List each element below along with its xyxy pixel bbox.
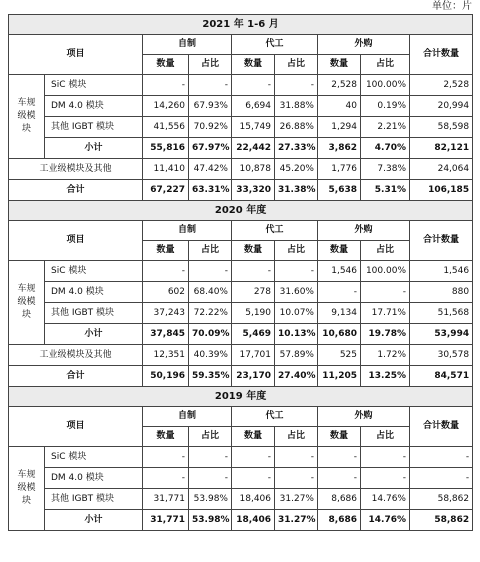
share-header: 占比 (189, 55, 232, 75)
cell-self-pct: - (189, 447, 232, 468)
cell-self-pct: - (189, 75, 232, 96)
cell-total: 106,185 (410, 180, 473, 201)
purchase-header: 外购 (318, 407, 410, 427)
total-qty-header: 合计数量 (410, 221, 473, 261)
share-header: 占比 (189, 241, 232, 261)
cell-total: 51,568 (410, 303, 473, 324)
cell-self-qty: 37,845 (143, 324, 189, 345)
cell-oem-qty: 18,406 (232, 489, 275, 510)
cell-pur-qty: 1,776 (318, 159, 361, 180)
purchase-header: 外购 (318, 35, 410, 55)
item-header: 项目 (9, 35, 143, 75)
cell-self-qty: 12,351 (143, 345, 189, 366)
total-qty-header: 合计数量 (410, 35, 473, 75)
cell-pur-pct: 14.76% (361, 510, 410, 531)
cell-oem-pct: 27.33% (275, 138, 318, 159)
cell-total: 30,578 (410, 345, 473, 366)
cell-oem-qty: 5,190 (232, 303, 275, 324)
section-title: 2019 年度 (9, 387, 473, 407)
cell-self-pct: 59.35% (189, 366, 232, 387)
cell-self-pct: 47.42% (189, 159, 232, 180)
section-title-row (9, 15, 473, 35)
cell-self-pct: 67.97% (189, 138, 232, 159)
data-row (9, 282, 473, 303)
cell-total: 880 (410, 282, 473, 303)
group-label-line: 级模 (17, 111, 36, 121)
unit-label: 单位：片 (432, 1, 472, 12)
cell-oem-pct: 31.60% (275, 282, 318, 303)
production-source-table (8, 14, 473, 531)
self-made-header: 自制 (143, 221, 232, 241)
cell-pur-qty: 2,528 (318, 75, 361, 96)
cell-oem-qty: 17,701 (232, 345, 275, 366)
cell-pur-pct: 100.00% (361, 75, 410, 96)
cell-self-qty: - (143, 447, 189, 468)
cell-self-pct: - (189, 468, 232, 489)
section-title-row (9, 201, 473, 221)
row-label: SiC 模块 (45, 261, 143, 282)
cell-pur-pct: 14.76% (361, 489, 410, 510)
row-label: 合计 (9, 180, 143, 201)
cell-pur-pct: - (361, 468, 410, 489)
cell-self-qty: 31,771 (143, 510, 189, 531)
cell-oem-pct: 27.40% (275, 366, 318, 387)
cell-oem-pct: - (275, 468, 318, 489)
cell-total: 58,862 (410, 510, 473, 531)
cell-pur-qty: 1,294 (318, 117, 361, 138)
group-label-line: 级模 (17, 483, 36, 493)
header-row (9, 35, 473, 55)
qty-header: 数量 (318, 427, 361, 447)
cell-self-pct: 63.31% (189, 180, 232, 201)
cell-oem-qty: 10,878 (232, 159, 275, 180)
total-qty-header: 合计数量 (410, 407, 473, 447)
cell-total: 53,994 (410, 324, 473, 345)
cell-pur-pct: 4.70% (361, 138, 410, 159)
cell-oem-pct: 57.89% (275, 345, 318, 366)
subtotal-row (9, 138, 473, 159)
item-header: 项目 (9, 221, 143, 261)
cell-oem-pct: 31.27% (275, 510, 318, 531)
row-label: 小计 (45, 510, 143, 531)
cell-oem-qty: 5,469 (232, 324, 275, 345)
section-title: 2021 年 1-6 月 (9, 15, 473, 35)
cell-pur-qty: - (318, 282, 361, 303)
cell-oem-pct: 31.27% (275, 489, 318, 510)
industrial-row (9, 345, 473, 366)
cell-oem-qty: 15,749 (232, 117, 275, 138)
cell-pur-qty: 11,205 (318, 366, 361, 387)
cell-self-qty: 67,227 (143, 180, 189, 201)
cell-pur-qty: 1,546 (318, 261, 361, 282)
cell-oem-qty: - (232, 261, 275, 282)
group-label-line: 车规 (17, 284, 36, 294)
qty-header: 数量 (232, 241, 275, 261)
qty-header: 数量 (232, 427, 275, 447)
qty-header: 数量 (143, 55, 189, 75)
row-label: 工业级模块及其他 (9, 159, 143, 180)
cell-oem-qty: - (232, 447, 275, 468)
cell-self-pct: 70.92% (189, 117, 232, 138)
cell-total: 20,994 (410, 96, 473, 117)
cell-pur-qty: 9,134 (318, 303, 361, 324)
cell-oem-pct: - (275, 447, 318, 468)
cell-oem-qty: 278 (232, 282, 275, 303)
grand-total-row (9, 180, 473, 201)
cell-pur-qty: 8,686 (318, 489, 361, 510)
qty-header: 数量 (232, 55, 275, 75)
cell-self-qty: - (143, 468, 189, 489)
share-header: 占比 (361, 55, 410, 75)
cell-total: 84,571 (410, 366, 473, 387)
data-row (9, 489, 473, 510)
cell-oem-qty: 33,320 (232, 180, 275, 201)
self-made-header: 自制 (143, 407, 232, 427)
row-label: DM 4.0 模块 (45, 468, 143, 489)
qty-header: 数量 (143, 241, 189, 261)
cell-pur-pct: 19.78% (361, 324, 410, 345)
cell-self-qty: 602 (143, 282, 189, 303)
share-header: 占比 (361, 241, 410, 261)
cell-self-qty: 55,816 (143, 138, 189, 159)
row-label: DM 4.0 模块 (45, 282, 143, 303)
cell-pur-qty: 5,638 (318, 180, 361, 201)
data-row (9, 468, 473, 489)
cell-total: 58,598 (410, 117, 473, 138)
cell-self-pct: 40.39% (189, 345, 232, 366)
group-label-line: 车规 (17, 470, 36, 480)
cell-pur-pct: 1.72% (361, 345, 410, 366)
cell-self-pct: 67.93% (189, 96, 232, 117)
qty-header: 数量 (143, 427, 189, 447)
cell-pur-pct: 13.25% (361, 366, 410, 387)
cell-pur-qty: 525 (318, 345, 361, 366)
share-header: 占比 (189, 427, 232, 447)
cell-oem-pct: 31.38% (275, 180, 318, 201)
row-label: DM 4.0 模块 (45, 96, 143, 117)
row-label: 工业级模块及其他 (9, 345, 143, 366)
cell-self-qty: 11,410 (143, 159, 189, 180)
data-row (9, 303, 473, 324)
cell-pur-pct: - (361, 447, 410, 468)
subtotal-row (9, 324, 473, 345)
data-row (9, 261, 473, 282)
cell-self-qty: 14,260 (143, 96, 189, 117)
cell-oem-qty: 23,170 (232, 366, 275, 387)
row-label: 其他 IGBT 模块 (45, 117, 143, 138)
cell-oem-qty: 18,406 (232, 510, 275, 531)
cell-self-qty: - (143, 261, 189, 282)
row-label: 小计 (45, 138, 143, 159)
share-header: 占比 (361, 427, 410, 447)
cell-pur-pct: 0.19% (361, 96, 410, 117)
header-row (9, 407, 473, 427)
header-row (9, 221, 473, 241)
cell-self-pct: 72.22% (189, 303, 232, 324)
cell-pur-qty: - (318, 447, 361, 468)
share-header: 占比 (275, 55, 318, 75)
cell-pur-pct: 2.21% (361, 117, 410, 138)
cell-pur-qty: 10,680 (318, 324, 361, 345)
cell-oem-pct: 10.07% (275, 303, 318, 324)
self-made-header: 自制 (143, 35, 232, 55)
cell-oem-pct: - (275, 261, 318, 282)
cell-pur-qty: - (318, 468, 361, 489)
section-title-row (9, 387, 473, 407)
subtotal-row (9, 510, 473, 531)
table-body (9, 15, 473, 531)
qty-header: 数量 (318, 55, 361, 75)
oem-header: 代工 (232, 407, 318, 427)
cell-self-pct: 53.98% (189, 489, 232, 510)
cell-self-pct: 53.98% (189, 510, 232, 531)
cell-oem-pct: - (275, 75, 318, 96)
cell-total: 2,528 (410, 75, 473, 96)
cell-pur-pct: 100.00% (361, 261, 410, 282)
group-label-line: 块 (21, 310, 31, 320)
cell-pur-qty: 40 (318, 96, 361, 117)
share-header: 占比 (275, 427, 318, 447)
cell-self-qty: 41,556 (143, 117, 189, 138)
row-label: SiC 模块 (45, 75, 143, 96)
purchase-header: 外购 (318, 221, 410, 241)
oem-header: 代工 (232, 221, 318, 241)
cell-oem-pct: 26.88% (275, 117, 318, 138)
qty-header: 数量 (318, 241, 361, 261)
data-row (9, 117, 473, 138)
cell-self-qty: 31,771 (143, 489, 189, 510)
data-row (9, 75, 473, 96)
cell-self-qty: 37,243 (143, 303, 189, 324)
cell-self-pct: - (189, 261, 232, 282)
oem-header: 代工 (232, 35, 318, 55)
row-label: SiC 模块 (45, 447, 143, 468)
cell-total: 1,546 (410, 261, 473, 282)
cell-pur-pct: 17.71% (361, 303, 410, 324)
group-label-line: 车规 (17, 98, 36, 108)
row-label: 合计 (9, 366, 143, 387)
cell-oem-pct: 10.13% (275, 324, 318, 345)
cell-oem-pct: 31.88% (275, 96, 318, 117)
group-label-line: 块 (21, 496, 31, 506)
vehicle-grade-group-label (9, 261, 45, 345)
cell-pur-pct: - (361, 282, 410, 303)
cell-oem-qty: - (232, 75, 275, 96)
cell-pur-qty: 3,862 (318, 138, 361, 159)
cell-oem-qty: - (232, 468, 275, 489)
cell-oem-qty: 6,694 (232, 96, 275, 117)
row-label: 其他 IGBT 模块 (45, 489, 143, 510)
cell-self-pct: 68.40% (189, 282, 232, 303)
cell-total: - (410, 447, 473, 468)
cell-self-pct: 70.09% (189, 324, 232, 345)
cell-total: 24,064 (410, 159, 473, 180)
data-row (9, 447, 473, 468)
group-label-line: 级模 (17, 297, 36, 307)
cell-total: 82,121 (410, 138, 473, 159)
section-title: 2020 年度 (9, 201, 473, 221)
cell-oem-qty: 22,442 (232, 138, 275, 159)
vehicle-grade-group-label (9, 447, 45, 531)
share-header: 占比 (275, 241, 318, 261)
cell-self-qty: - (143, 75, 189, 96)
cell-oem-pct: 45.20% (275, 159, 318, 180)
item-header: 项目 (9, 407, 143, 447)
group-label-line: 块 (21, 124, 31, 134)
data-row (9, 96, 473, 117)
cell-pur-pct: 5.31% (361, 180, 410, 201)
row-label: 小计 (45, 324, 143, 345)
cell-total: 58,862 (410, 489, 473, 510)
cell-self-qty: 50,196 (143, 366, 189, 387)
cell-pur-pct: 7.38% (361, 159, 410, 180)
grand-total-row (9, 366, 473, 387)
row-label: 其他 IGBT 模块 (45, 303, 143, 324)
industrial-row (9, 159, 473, 180)
cell-total: - (410, 468, 473, 489)
cell-pur-qty: 8,686 (318, 510, 361, 531)
vehicle-grade-group-label (9, 75, 45, 159)
